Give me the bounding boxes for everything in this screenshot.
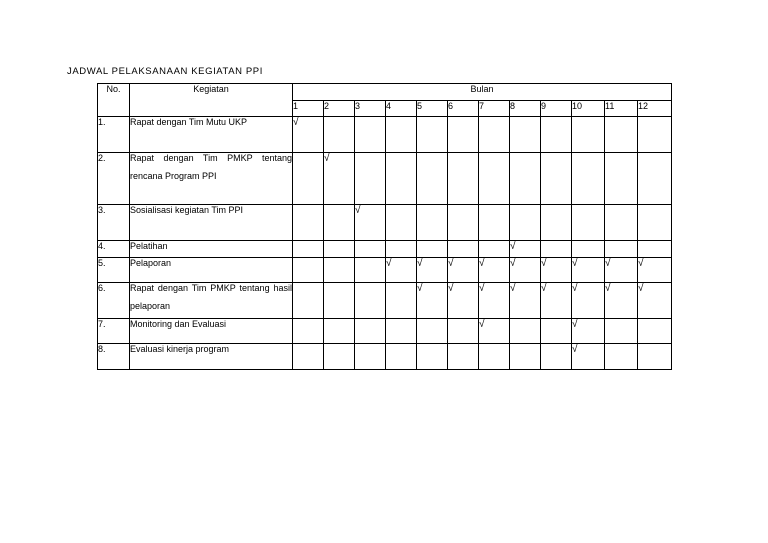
check-mark: √	[417, 258, 423, 269]
month-header-5: 5	[417, 101, 448, 117]
table-row	[98, 117, 672, 153]
activity-label: Pelatihan	[130, 241, 168, 251]
month-cell-5	[417, 344, 448, 370]
month-cell-2	[324, 258, 355, 283]
month-cell-3	[355, 283, 386, 319]
month-cell-10	[572, 344, 605, 370]
month-cell-9	[541, 344, 572, 370]
month-cell-2	[324, 153, 355, 205]
activity-label: Rapat dengan Tim PMKP tentang rencana Program PPI	[130, 153, 292, 181]
month-cell-2	[324, 205, 355, 241]
month-cell-1	[293, 117, 324, 153]
month-header-9: 9	[541, 101, 572, 117]
activity-label: Evaluasi kinerja program	[130, 344, 230, 354]
month-cell-5	[417, 258, 448, 283]
activity-cell	[130, 153, 293, 205]
month-cell-3	[355, 319, 386, 344]
page-title: JADWAL PELAKSANAAN KEGIATAN PPI	[67, 66, 263, 77]
month-cell-4	[386, 117, 417, 153]
table-row	[98, 283, 672, 319]
month-cell-8	[510, 319, 541, 344]
month-cell-12	[638, 205, 672, 241]
month-cell-4	[386, 205, 417, 241]
activity-label: Pelaporan	[130, 258, 172, 268]
month-cell-6	[448, 153, 479, 205]
month-cell-1	[293, 205, 324, 241]
check-mark: √	[510, 283, 516, 294]
check-mark: √	[605, 283, 611, 294]
check-mark: √	[541, 283, 547, 294]
check-mark: √	[293, 117, 299, 128]
month-cell-10	[572, 319, 605, 344]
row-number: 7.	[98, 319, 130, 344]
month-cell-5	[417, 205, 448, 241]
activity-label: Rapat dengan Tim Mutu UKP	[130, 117, 248, 127]
month-cell-7	[479, 153, 510, 205]
month-cell-12	[638, 344, 672, 370]
month-cell-4	[386, 241, 417, 258]
check-mark: √	[572, 319, 578, 330]
month-cell-4	[386, 258, 417, 283]
month-cell-8	[510, 153, 541, 205]
row-number: 8.	[98, 344, 130, 370]
check-mark: √	[448, 258, 454, 269]
month-cell-9	[541, 258, 572, 283]
check-mark: √	[572, 258, 578, 269]
header-no: No.	[98, 84, 130, 117]
check-mark: √	[510, 258, 516, 269]
month-header-12: 12	[638, 101, 672, 117]
month-cell-8	[510, 117, 541, 153]
month-cell-6	[448, 241, 479, 258]
check-mark: √	[479, 283, 485, 294]
month-cell-11	[605, 241, 638, 258]
month-cell-11	[605, 153, 638, 205]
month-cell-11	[605, 344, 638, 370]
month-cell-10	[572, 283, 605, 319]
month-cell-8	[510, 344, 541, 370]
table-row	[98, 344, 672, 370]
month-cell-1	[293, 344, 324, 370]
activity-cell	[130, 117, 293, 153]
check-mark: √	[572, 344, 578, 355]
month-header-1: 1	[293, 101, 324, 117]
month-cell-7	[479, 117, 510, 153]
month-cell-7	[479, 205, 510, 241]
month-cell-6	[448, 319, 479, 344]
month-cell-9	[541, 117, 572, 153]
month-cell-11	[605, 117, 638, 153]
month-cell-10	[572, 153, 605, 205]
schedule-table	[97, 83, 672, 370]
month-cell-2	[324, 117, 355, 153]
month-cell-5	[417, 153, 448, 205]
month-cell-4	[386, 153, 417, 205]
month-cell-7	[479, 344, 510, 370]
month-cell-7	[479, 258, 510, 283]
month-header-11: 11	[605, 101, 638, 117]
month-cell-9	[541, 205, 572, 241]
check-mark: √	[510, 241, 516, 252]
row-number: 2.	[98, 153, 130, 205]
check-mark: √	[541, 258, 547, 269]
month-header-6: 6	[448, 101, 479, 117]
month-cell-1	[293, 319, 324, 344]
row-number: 4.	[98, 241, 130, 258]
month-cell-3	[355, 258, 386, 283]
month-cell-8	[510, 241, 541, 258]
month-cell-1	[293, 283, 324, 319]
row-number: 6.	[98, 283, 130, 319]
month-cell-10	[572, 205, 605, 241]
month-cell-10	[572, 241, 605, 258]
month-cell-11	[605, 258, 638, 283]
month-cell-5	[417, 283, 448, 319]
month-cell-11	[605, 205, 638, 241]
month-cell-10	[572, 258, 605, 283]
month-header-2: 2	[324, 101, 355, 117]
month-cell-3	[355, 117, 386, 153]
month-cell-7	[479, 283, 510, 319]
row-number: 5.	[98, 258, 130, 283]
month-cell-6	[448, 258, 479, 283]
month-cell-6	[448, 205, 479, 241]
month-cell-6	[448, 283, 479, 319]
month-cell-2	[324, 283, 355, 319]
month-cell-4	[386, 344, 417, 370]
month-header-4: 4	[386, 101, 417, 117]
month-cell-4	[386, 283, 417, 319]
row-number: 3.	[98, 205, 130, 241]
month-cell-12	[638, 258, 672, 283]
check-mark: √	[479, 258, 485, 269]
check-mark: √	[638, 283, 644, 294]
month-cell-2	[324, 241, 355, 258]
check-mark: √	[448, 283, 454, 294]
month-cell-1	[293, 241, 324, 258]
header-bulan: Bulan	[293, 84, 672, 101]
month-cell-7	[479, 241, 510, 258]
activity-cell	[130, 283, 293, 319]
month-header-10: 10	[572, 101, 605, 117]
month-cell-6	[448, 344, 479, 370]
schedule-body	[98, 117, 672, 370]
month-cell-2	[324, 344, 355, 370]
month-cell-11	[605, 319, 638, 344]
check-mark: √	[324, 153, 330, 164]
check-mark: √	[638, 258, 644, 269]
month-cell-12	[638, 283, 672, 319]
check-mark: √	[605, 258, 611, 269]
month-cell-9	[541, 153, 572, 205]
month-cell-8	[510, 283, 541, 319]
month-cell-3	[355, 153, 386, 205]
month-cell-12	[638, 153, 672, 205]
activity-cell	[130, 344, 293, 370]
month-cell-4	[386, 319, 417, 344]
check-mark: √	[386, 258, 392, 269]
month-cell-9	[541, 319, 572, 344]
month-cell-9	[541, 241, 572, 258]
month-cell-3	[355, 205, 386, 241]
table-row	[98, 153, 672, 205]
month-cell-1	[293, 258, 324, 283]
month-cell-2	[324, 319, 355, 344]
activity-label: Sosialisasi kegiatan Tim PPI	[130, 205, 244, 215]
check-mark: √	[479, 319, 485, 330]
month-cell-6	[448, 117, 479, 153]
month-cell-8	[510, 258, 541, 283]
month-cell-12	[638, 319, 672, 344]
month-cell-5	[417, 319, 448, 344]
month-header-7: 7	[479, 101, 510, 117]
activity-cell	[130, 205, 293, 241]
month-cell-3	[355, 344, 386, 370]
month-cell-12	[638, 117, 672, 153]
month-header-3: 3	[355, 101, 386, 117]
month-cell-8	[510, 205, 541, 241]
month-cell-12	[638, 241, 672, 258]
activity-label: Rapat dengan Tim PMKP tentang hasil pelaporan	[130, 283, 292, 311]
row-number: 1.	[98, 117, 130, 153]
month-cell-10	[572, 117, 605, 153]
month-header-8: 8	[510, 101, 541, 117]
month-cell-5	[417, 117, 448, 153]
month-cell-5	[417, 241, 448, 258]
activity-label: Monitoring dan Evaluasi	[130, 319, 227, 329]
month-cell-1	[293, 153, 324, 205]
month-cell-11	[605, 283, 638, 319]
check-mark: √	[355, 205, 361, 216]
month-cell-7	[479, 319, 510, 344]
month-cell-3	[355, 241, 386, 258]
month-cell-9	[541, 283, 572, 319]
header-kegiatan: Kegiatan	[130, 84, 293, 117]
table-row	[98, 205, 672, 241]
check-mark: √	[417, 283, 423, 294]
check-mark: √	[572, 283, 578, 294]
